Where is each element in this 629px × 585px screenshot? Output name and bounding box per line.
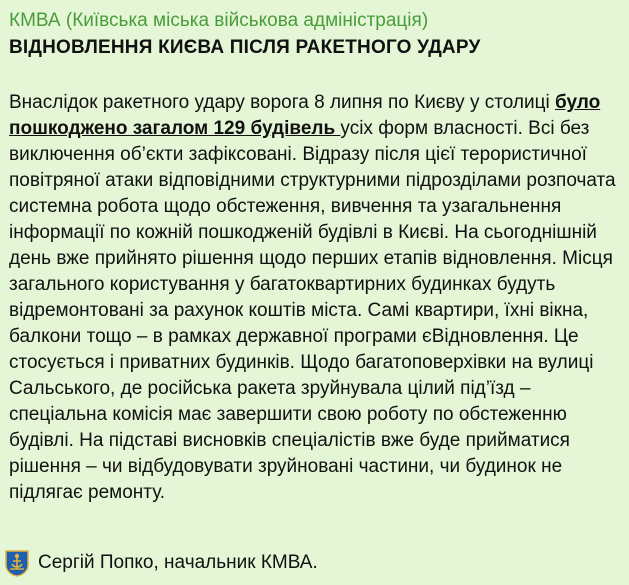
post-body: [9, 90, 617, 506]
post-body-text: усіх форм власності. Всі без виключення об’єкти зафіксовані. Відразу після цієї терористичної повітряної атаки відповідними структурними підрозділами розпочата системна робота щодо обстеження, вивчення та узагальнення інформації по кожній пошкодженій будівлі в Києві. На сьогоднішній день вже прийнято рішення щодо перших етапів відновлення. Місця загального користування у багатоквартирних будинках будуть відремонтовані за рахунок коштів міста. Самі квартири, їхні вікна, балкони тощо – в рамках державної програми єВідновлення. Це стосується і приватних будинків. Щодо багатоповерхівки на вулиці Сальського, де російська ракета зруйнувала цілий під’їзд – спеціальна комісія має завершити свою роботу по обстеженню будівлі. На підставі висновків спеціалістів вже буде прийматися рішення – чи відбудовувати зруйновані частини, чи будинок не підлягає ремонту.: [9, 118, 616, 503]
signature-text: Сергій Попко, начальник КМВА.: [38, 552, 318, 573]
post-signature: [4, 549, 318, 577]
post-body-highlight: було пошкоджено загалом 129 будівель: [9, 92, 601, 139]
kyiv-emblem-icon: [4, 549, 30, 577]
channel-name-link[interactable]: КМВА (Київська міська військова адміністрація): [9, 10, 429, 31]
post-body-intro: Внаслідок ракетного удару ворога 8 липня по Києву у столиці: [9, 92, 555, 113]
post-title: ВІДНОВЛЕННЯ КИЄВА ПІСЛЯ РАКЕТНОГО УДАРУ: [9, 37, 481, 58]
